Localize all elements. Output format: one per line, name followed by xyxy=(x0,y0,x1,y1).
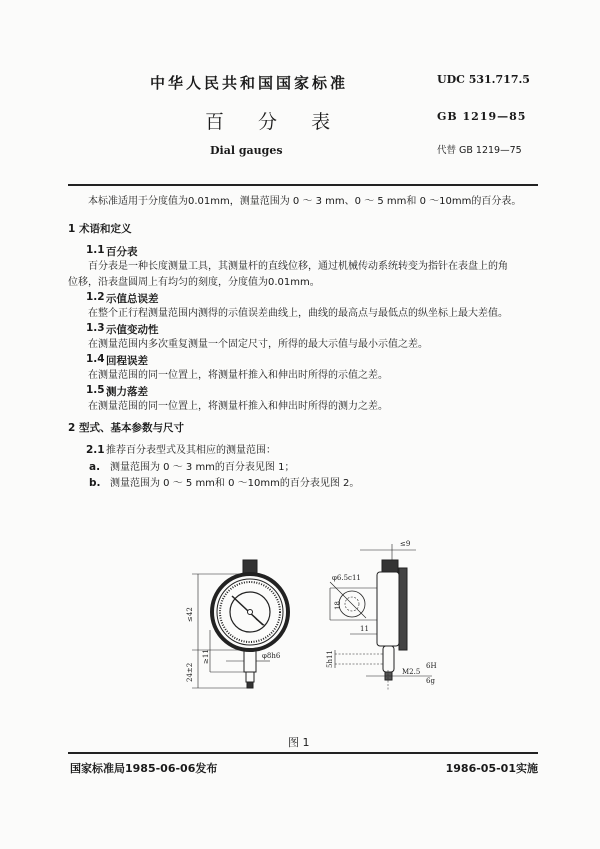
list-item-a-marker: a. xyxy=(89,461,101,473)
figure-caption: 图 1 xyxy=(288,736,310,749)
term-1-1-title: 百分表 xyxy=(106,246,138,258)
list-item-b-text: 测量范围为 0 ～ 5 mm和 0 ～10mm的百分表见图 2。 xyxy=(110,478,360,489)
issuing-org: 中华人民共和国国家标准 xyxy=(150,74,349,92)
term-1-1-text: 百分表是一种长度测量工具，其测量杆的直线位移，通过机械传动系统转变为指针在表盘上的角 xyxy=(88,261,508,272)
term-1-5-number: 1.5 xyxy=(86,384,105,396)
dim-stem-fit: 5h11 xyxy=(326,650,334,668)
dim-stem-diameter: φ8h6 xyxy=(262,652,281,660)
list-item-a-text: 测量范围为 0 ～ 3 mm的百分表见图 1； xyxy=(110,462,295,473)
dim-width: ≤9 xyxy=(400,540,411,548)
figure-1-drawing xyxy=(170,530,460,720)
effective-date: 1986-05-01实施 xyxy=(445,762,538,775)
replaces-standard: 代替 GB 1219—75 xyxy=(437,145,522,156)
clause-2-1-number: 2.1 xyxy=(86,444,105,456)
dim-thread-tol-num: 6H xyxy=(426,662,437,670)
dim-height: ≤42 xyxy=(186,607,194,622)
term-1-2-text: 在整个正行程测量范围内测得的示值误差曲线上，曲线的最高点与最低点的纵坐标上最大差值。 xyxy=(88,308,508,319)
term-1-4-title: 回程误差 xyxy=(106,355,148,367)
section-1-heading: 1 术语和定义 xyxy=(68,223,132,235)
term-1-2-title: 示值总误差 xyxy=(106,293,159,305)
term-1-4-text: 在测量范围的同一位置上，将测量杆推入和伸出时所得的示值之差。 xyxy=(88,370,388,381)
dim-thread: M2.5 xyxy=(402,668,421,676)
term-1-3-text: 在测量范围内多次重复测量一个固定尺寸，所得的最大示值与最小示值之差。 xyxy=(88,339,428,350)
term-1-1-text-cont: 位移，沿表盘圆周上有均匀的刻度，分度值为0.01mm。 xyxy=(68,277,320,288)
header-rule xyxy=(68,184,538,186)
clause-2-1-title: 推荐百分表型式及其相应的测量范围： xyxy=(106,445,276,456)
term-1-1-number: 1.1 xyxy=(86,244,105,256)
term-1-2-number: 1.2 xyxy=(86,291,105,303)
term-1-5-title: 测力落差 xyxy=(106,386,148,398)
dim-stem-length: 24±2 xyxy=(186,662,194,682)
dim-lug-height: 18 xyxy=(334,601,342,610)
dim-lug-offset: 11 xyxy=(360,625,369,633)
term-1-4-number: 1.4 xyxy=(86,353,105,365)
section-2-heading: 2 型式、基本参数与尺寸 xyxy=(68,422,184,434)
dim-thread-tol-den: 6g xyxy=(426,677,435,685)
scope-paragraph: 本标准适用于分度值为0.01mm，测量范围为 0 ～ 3 mm、0 ～ 5 mm和 0 ～10mm的百分表。 xyxy=(88,196,522,207)
issue-date: 国家标准局1985-06-06发布 xyxy=(70,762,218,775)
front-view xyxy=(192,560,288,688)
term-1-3-number: 1.3 xyxy=(86,322,105,334)
footer-rule xyxy=(68,752,538,754)
document-title: 百 分 表 xyxy=(205,111,345,133)
document-title-en: Dial gauges xyxy=(210,144,283,157)
term-1-5-text: 在测量范围的同一位置上，将测量杆推入和伸出时所得的测力之差。 xyxy=(88,401,388,412)
list-item-b-marker: b. xyxy=(89,477,101,489)
dim-min-length: ≥11 xyxy=(202,649,210,664)
standard-number: GB 1219—85 xyxy=(437,110,527,123)
udc-code: UDC 531.717.5 xyxy=(437,73,530,86)
term-1-3-title: 示值变动性 xyxy=(106,324,159,336)
dim-lug-diameter: φ6.5c11 xyxy=(332,574,361,582)
